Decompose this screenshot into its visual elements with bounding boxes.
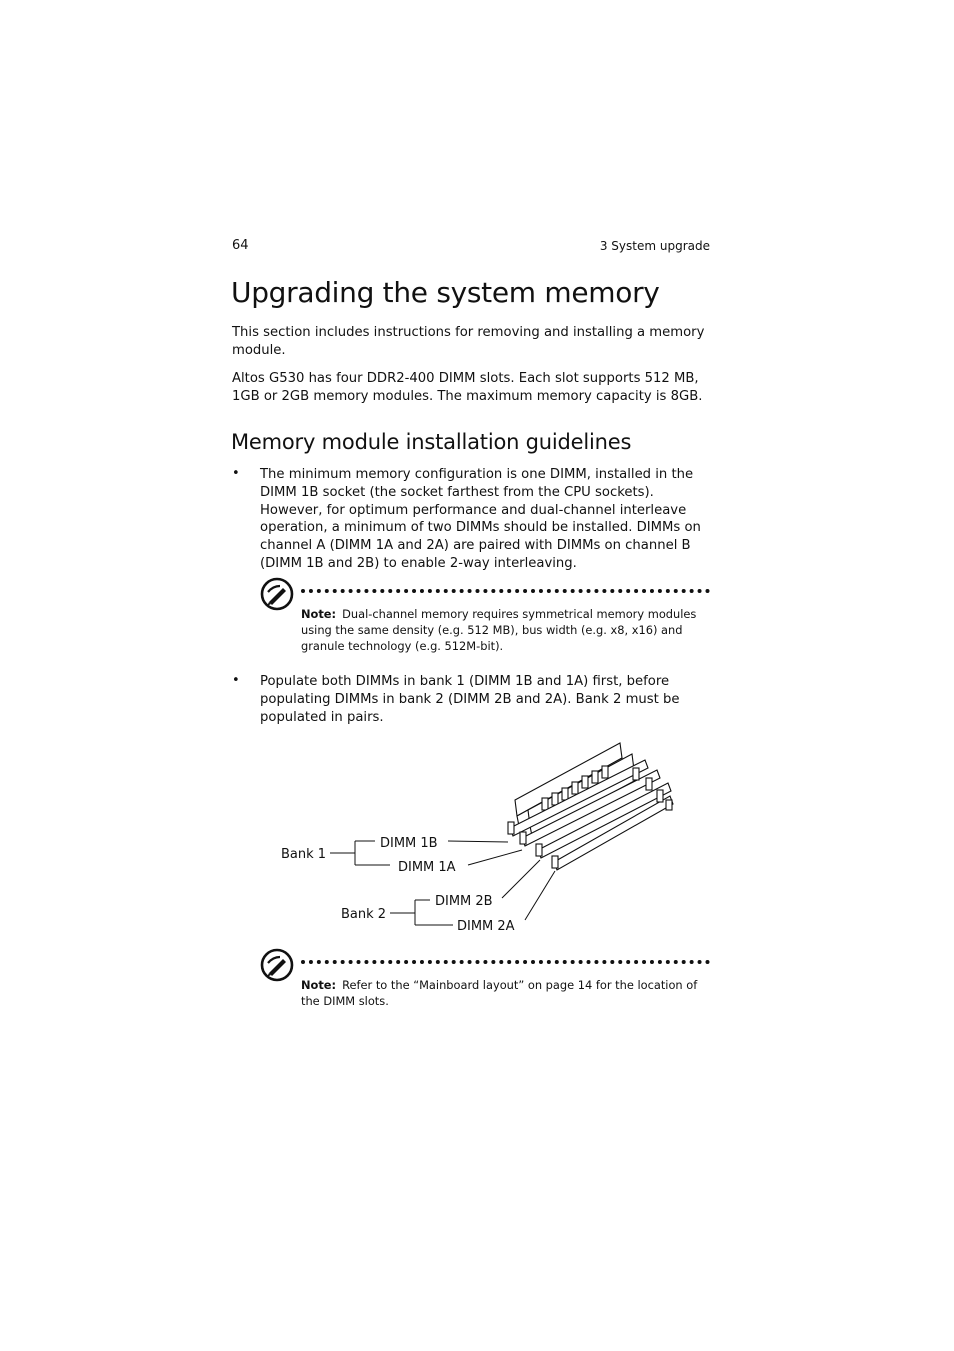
dimm-module-illustration <box>508 738 673 870</box>
dimm-1b-label: DIMM 1B <box>380 836 438 851</box>
bank-1-label: Bank 1 <box>281 847 327 862</box>
bullet-2-text: Populate both DIMMs in bank 1 (DIMM 1B and 1A) first, before populating DIMMs in bank 2 (DIMM 2B and 2A). Bank 2 must be populated in pairs. <box>260 674 680 725</box>
section-heading: Memory module installation guidelines <box>231 430 632 454</box>
note-label: Note: <box>301 978 337 992</box>
note-pen-icon <box>260 948 294 982</box>
note-2 <box>301 977 709 1009</box>
note-label: Note: <box>301 607 337 621</box>
page-number: 64 <box>232 238 249 253</box>
note-pen-icon <box>260 577 294 611</box>
bank-2-label: Bank 2 <box>341 907 387 922</box>
note-1 <box>301 606 709 654</box>
note-divider <box>301 589 710 593</box>
intro-paragraph-2: Altos G530 has four DDR2-400 DIMM slots. Each slot supports 512 MB, 1GB or 2GB memory modules. The maximum memory capacity is 8GB. <box>232 371 703 404</box>
dimm-2b-label: DIMM 2B <box>435 894 493 909</box>
running-header: 3 System upgrade <box>599 239 710 253</box>
dimm-1a-label: DIMM 1A <box>398 860 456 875</box>
bullet-marker: • <box>232 466 240 481</box>
bullet-marker: • <box>232 673 240 688</box>
dimm-2a-label: DIMM 2A <box>457 919 515 934</box>
note-1-text: Dual-channel memory requires symmetrical memory modules using the same density (e.g. 512 MB), bus width (e.g. x8, x16) and granule technology (e.g. 512M-bit). <box>301 607 697 653</box>
note-divider <box>301 960 710 964</box>
note-2-text: Refer to the “Mainboard layout” on page 14 for the location of the DIMM slots. <box>301 978 698 1008</box>
dimm-slot-diagram <box>270 738 690 943</box>
page-title: Upgrading the system memory <box>231 276 660 309</box>
intro-paragraph-1: This section includes instructions for removing and installing a memory module. <box>232 325 705 358</box>
bullet-1-text: The minimum memory configuration is one DIMM, installed in the DIMM 1B socket (the socket farthest from the CPU sockets). However, for optimum performance and dual-channel interleave operation, a minimum of two DIMMs should be installed. DIMMs on channel A (DIMM 1A and 2A) are paired with DIMMs on channel B (DIMM 1B and 2B) to enable 2-way interleaving. <box>260 467 701 571</box>
